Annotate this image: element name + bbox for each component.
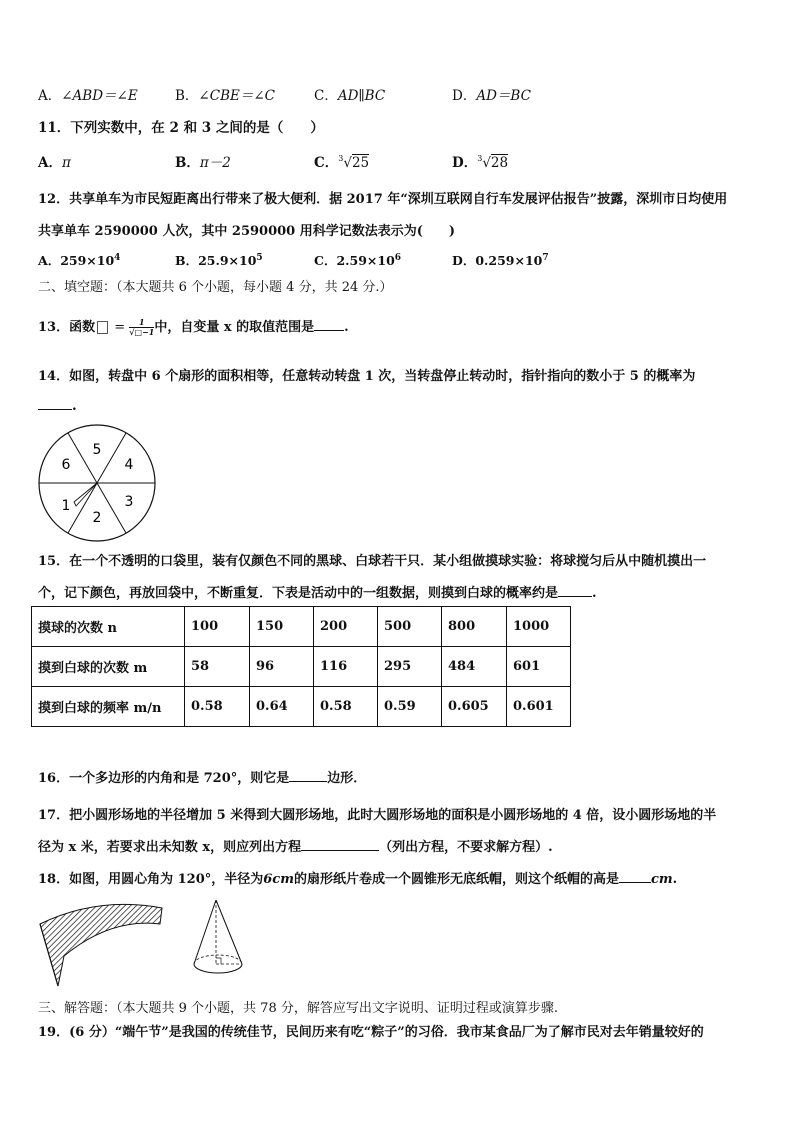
q13-suffix: 中，自变量 x 的取值范围是: [154, 320, 315, 335]
sector-label-6: 6: [61, 457, 71, 473]
table-row: [32, 647, 571, 687]
option-base: 25.9×10: [198, 253, 257, 268]
option-text: π－2: [199, 155, 231, 171]
root-index: 3: [338, 154, 344, 163]
option-label: C．: [314, 88, 338, 104]
table-row: [32, 607, 571, 647]
q17-prefix: 径为 x 米，若要求出未知数 x，则应列出方程: [38, 840, 302, 855]
sector-paper-figure: [38, 896, 164, 988]
option-label: A．: [38, 88, 62, 104]
answer-blank[interactable]: [314, 318, 344, 331]
table-cell: 800: [442, 607, 507, 647]
table-cell: 0.58: [314, 687, 378, 727]
radicand: 25: [351, 155, 370, 171]
option-label: B．: [175, 253, 199, 268]
q10-option-d: [452, 84, 531, 104]
table-cell: 295: [378, 647, 442, 687]
question-17-line2: [38, 836, 553, 855]
option-label: A．: [38, 253, 61, 268]
table-cell: 0.58: [185, 687, 250, 727]
q16-suffix: 边形．: [327, 771, 367, 786]
table-cell: 58: [185, 647, 250, 687]
sector-label-3: 3: [124, 494, 134, 510]
question-16: [38, 767, 366, 786]
hatched-sector: [40, 904, 162, 986]
question-17-line1: 17．把小圆形场地的半径增加 5 米得到大圆形场地，此时大圆形场地的面积是小圆形场地的 4 倍，设小圆形场地的半: [38, 808, 717, 823]
option-label: C．: [314, 155, 339, 171]
table-cell: 摸到白球的频率 m/n: [32, 687, 185, 727]
q13-end: .: [344, 320, 349, 335]
answer-blank[interactable]: [619, 870, 651, 883]
cone-figure: [188, 896, 248, 980]
cone-right-edge: [216, 900, 242, 964]
radical-sign: √: [482, 155, 491, 171]
option-label: D．: [452, 155, 478, 171]
option-text: ∠CBE＝∠C: [198, 88, 275, 104]
answer-blank[interactable]: [289, 769, 327, 782]
q12-option-c: [314, 251, 401, 269]
question-18: [38, 868, 677, 887]
question-12-line1: 12．共享单车为市民短距离出行带来了极大便利．据 2017 年“深圳互联网自行车发展评估报告”披露，深圳市日均使用: [38, 192, 728, 207]
option-base: 0.259×10: [475, 253, 543, 268]
option-label: A．: [38, 155, 62, 171]
q10-option-c: [314, 84, 385, 104]
q15-end: .: [592, 586, 597, 601]
question-19-line1: 19．(6 分）“端午节”是我国的传统佳节，民间历来有吃“粽子”的习俗．我市某食品厂为了解市民对去年销量较好的: [38, 1025, 704, 1040]
sector-label-1: 1: [61, 498, 71, 514]
question-15-line1: 15．在一个不透明的口袋里，装有仅颜色不同的黑球、白球若干只．某小组做摸球实验：将球搅匀后从中随机摸出一: [38, 554, 707, 569]
option-label: D．: [452, 88, 477, 104]
q12-option-a: [38, 251, 120, 269]
option-label: B．: [175, 88, 199, 104]
table-cell: 150: [250, 607, 314, 647]
option-text: ∠ABD＝∠E: [61, 88, 138, 104]
table-cell: 200: [314, 607, 378, 647]
table-row: [32, 687, 571, 727]
table-cell: 100: [185, 607, 250, 647]
question-12-line2: 共享单车 2590000 人次，其中 2590000 用科学记数法表示为( ): [38, 224, 456, 239]
table-cell: 601: [507, 647, 571, 687]
option-text: AD∥BC: [337, 88, 386, 104]
fraction: [129, 318, 154, 337]
sector-label-5: 5: [92, 442, 102, 458]
q18-middle: 的扇形纸片卷成一个圆锥形无底纸帽，则这个纸帽的高是: [293, 872, 619, 887]
frequency-table: [31, 606, 571, 727]
q12-option-b: [175, 251, 263, 269]
option-base: 259×10: [60, 253, 115, 268]
table-cell: 96: [250, 647, 314, 687]
fraction-denominator: √□−1: [129, 327, 155, 337]
question-11: 11．下列实数中，在 2 和 3 之间的是（ ）: [38, 120, 324, 136]
q13-prefix: 13．函数: [38, 320, 96, 335]
root-index: 3: [477, 154, 483, 163]
question-15-line2: [38, 582, 597, 601]
section-2-heading: 二、填空题：（本大题共 6 个小题，每小题 4 分，共 24 分.）: [38, 280, 393, 295]
sector-label-4: 4: [124, 457, 134, 473]
question-13: [38, 316, 349, 337]
question-14-line1: 14．如图，转盘中 6 个扇形的面积相等，任意转动转盘 1 次，当转盘停止转动时，指针指向的数小于 5 的概率为: [38, 369, 696, 384]
q11-option-c: [314, 151, 369, 171]
option-label: D．: [452, 253, 476, 268]
q14-end: .: [72, 398, 77, 414]
answer-blank[interactable]: [38, 397, 72, 410]
q18-unit: cm: [651, 872, 673, 887]
radicand: 28: [490, 155, 509, 171]
table-cell: 0.601: [507, 687, 571, 727]
option-label: B．: [175, 155, 200, 171]
table-cell: 1000: [507, 607, 571, 647]
cone-base-back: [194, 955, 242, 964]
q12-option-d: [452, 251, 549, 269]
table-cell: 摸球的次数 n: [32, 607, 185, 647]
table-cell: 500: [378, 607, 442, 647]
right-angle-mark: [216, 958, 221, 964]
option-exponent: 6: [394, 252, 402, 263]
q17-suffix: （列出方程，不要求解方程）.: [379, 840, 553, 855]
q18-end: .: [672, 872, 678, 887]
q18-radius: 6cm: [263, 872, 294, 887]
q11-option-d: [452, 151, 508, 171]
option-exponent: 4: [114, 252, 121, 263]
option-base: 2.59×10: [336, 253, 395, 268]
table-cell: 摸到白球的次数 m: [32, 647, 185, 687]
q11-option-b: [175, 151, 231, 171]
q10-option-a: [38, 84, 138, 104]
option-exponent: 7: [542, 252, 549, 263]
q11-option-a: [38, 151, 71, 171]
table-cell: 0.64: [250, 687, 314, 727]
table-cell: 0.605: [442, 687, 507, 727]
equals-sign: =: [110, 320, 130, 335]
table-cell: 116: [314, 647, 378, 687]
radical-sign: √: [343, 155, 352, 171]
table-cell: 484: [442, 647, 507, 687]
cone-base-front: [194, 964, 242, 973]
q16-prefix: 16．一个多边形的内角和是 720°，则它是: [38, 771, 290, 786]
fraction-numerator: 1: [129, 318, 154, 328]
cone-left-edge: [194, 900, 216, 964]
q10-option-b: [175, 84, 275, 104]
section-3-heading: 三、解答题：（本大题共 9 个小题，共 78 分，解答应写出文字说明、证明过程或演算步骤.: [38, 1001, 558, 1016]
sector-label-2: 2: [92, 510, 102, 526]
option-text: AD＝BC: [476, 88, 531, 104]
option-text: π: [61, 155, 71, 171]
missing-glyph-box: [97, 321, 108, 334]
answer-blank[interactable]: [301, 838, 379, 851]
answer-blank[interactable]: [558, 584, 592, 597]
option-label: C．: [314, 253, 337, 268]
question-14-line2: [38, 397, 77, 414]
q18-prefix: 18．如图，用圆心角为 120°，半径为: [38, 872, 264, 887]
q15-text: 个，记下颜色，再放回袋中，不断重复．下表是活动中的一组数据，则摸到白球的概率约是: [38, 586, 559, 601]
spinner-figure: [36, 424, 160, 544]
option-exponent: 5: [256, 252, 263, 263]
table-cell: 0.59: [378, 687, 442, 727]
